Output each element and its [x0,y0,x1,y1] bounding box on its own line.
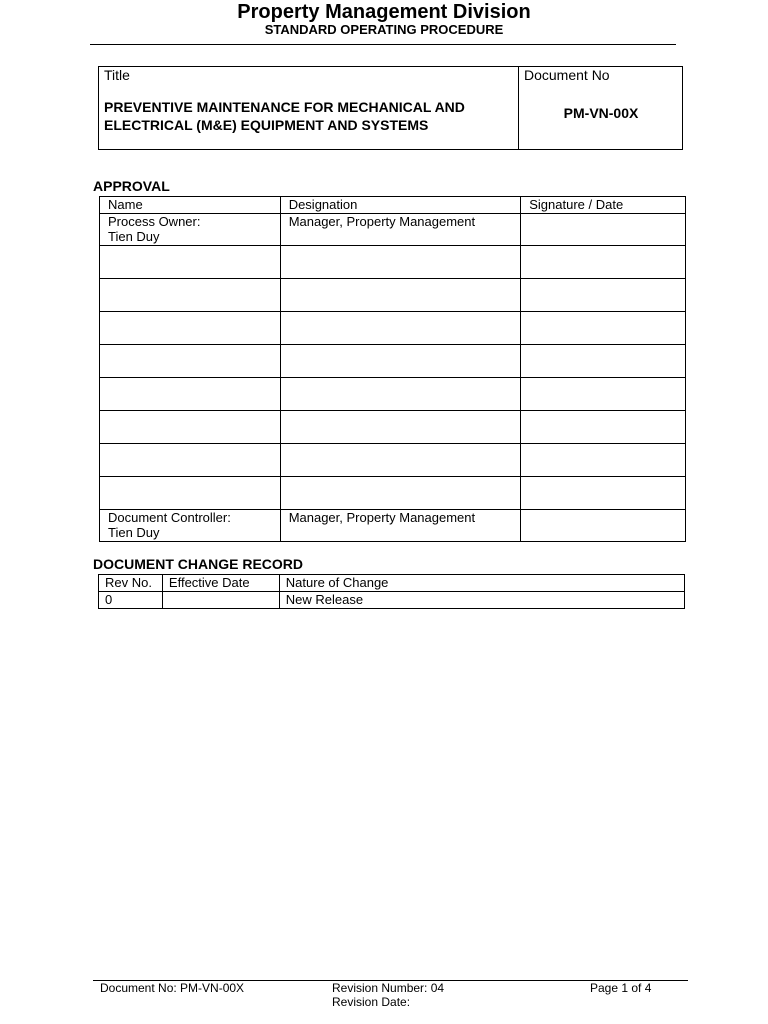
approval-signature-cell[interactable] [521,510,686,542]
page-subtitle: STANDARD OPERATING PROCEDURE [264,22,504,37]
approval-empty-row [100,378,686,411]
table-cell [100,378,281,411]
table-cell [100,411,281,444]
approval-empty-row [100,279,686,312]
approval-name-cell [100,214,281,246]
table-row [99,592,685,609]
table-cell [100,246,281,279]
approval-row-process-owner [100,214,686,246]
approval-person: Tien Duy [108,525,160,540]
approval-heading: APPROVAL [93,178,170,194]
table-cell [280,477,521,510]
approval-empty-row [100,477,686,510]
table-cell[interactable] [521,411,686,444]
approval-col-signature: Signature / Date [521,197,686,214]
change-rev-cell: 0 [99,592,163,609]
footer-revision-date: Revision Date: [332,995,411,1009]
change-header-row [99,575,685,592]
footer-revision-number: Revision Number: 04 [332,981,445,995]
table-cell [280,411,521,444]
table-cell[interactable] [521,378,686,411]
change-date-cell [162,592,279,609]
change-col-nature: Nature of Change [279,575,684,592]
table-cell [280,378,521,411]
document-number-label: Document No [524,67,610,83]
footer-document-number: Document No: PM-VN-00X [100,981,245,995]
change-col-rev: Rev No. [99,575,163,592]
approval-designation-cell: Manager, Property Management [280,510,521,542]
table-cell [100,312,281,345]
page-title: Property Management Division [237,1,531,23]
change-col-date: Effective Date [162,575,279,592]
document-number-value: PM-VN-00X [563,105,639,121]
footer-page-number: Page 1 of 4 [590,981,652,995]
approval-designation-cell: Manager, Property Management [280,214,521,246]
approval-role: Process Owner: [108,214,201,229]
approval-empty-row [100,246,686,279]
table-cell[interactable] [521,246,686,279]
approval-empty-row [100,411,686,444]
approval-empty-row [100,345,686,378]
table-cell [100,279,281,312]
table-cell [280,279,521,312]
table-cell [280,444,521,477]
table-cell[interactable] [521,312,686,345]
title-label: Title [104,67,130,83]
table-cell[interactable] [521,279,686,312]
table-cell [280,312,521,345]
approval-signature-cell[interactable] [521,214,686,246]
change-record-table [98,574,685,609]
approval-person: Tien Duy [108,229,160,244]
table-cell[interactable] [521,477,686,510]
table-cell [100,345,281,378]
approval-col-name: Name [100,197,281,214]
approval-row-document-controller [100,510,686,542]
approval-role: Document Controller: [108,510,231,525]
table-cell[interactable] [521,345,686,378]
table-cell [280,246,521,279]
approval-empty-row [100,312,686,345]
header-divider [90,44,676,45]
table-cell [100,444,281,477]
table-cell [100,477,281,510]
table-cell[interactable] [521,444,686,477]
approval-name-cell [100,510,281,542]
approval-col-designation: Designation [280,197,521,214]
approval-empty-row [100,444,686,477]
document-title: PREVENTIVE MAINTENANCE FOR MECHANICAL AND ELECTRICAL (M&E) EQUIPMENT AND SYSTEMS [104,99,465,133]
approval-header-row [100,197,686,214]
approval-table [99,196,686,542]
change-nature-cell: New Release [279,592,684,609]
table-cell [280,345,521,378]
change-record-heading: DOCUMENT CHANGE RECORD [93,556,303,572]
